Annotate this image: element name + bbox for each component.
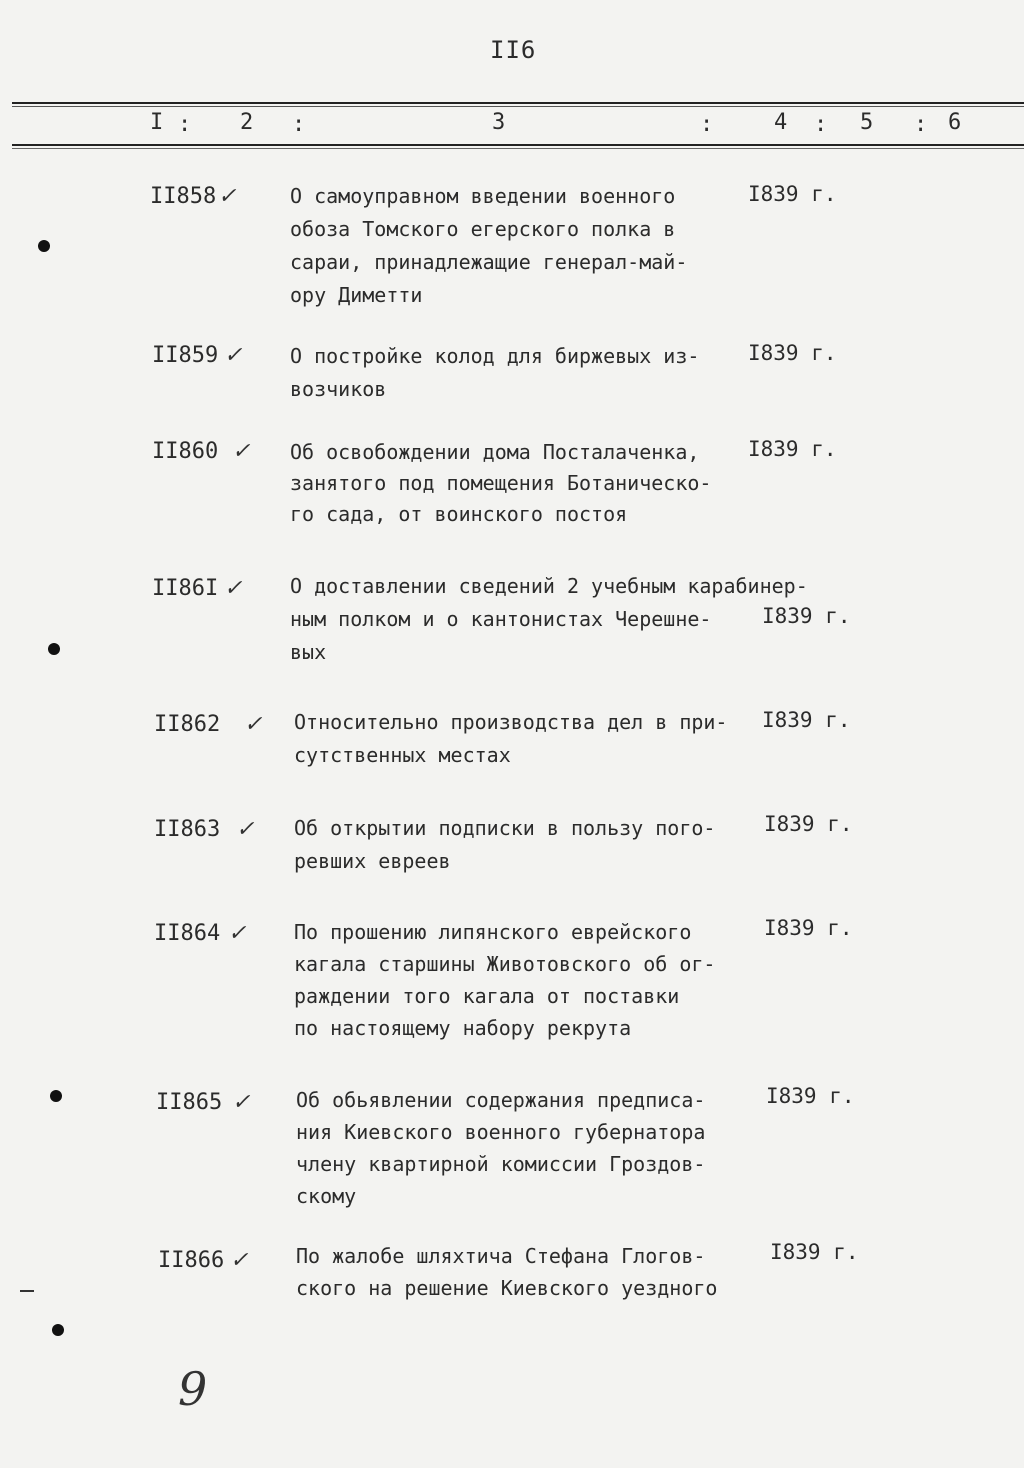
column-separator: :: [700, 112, 714, 137]
entry-number: II863: [154, 817, 221, 842]
column-header-6: 6: [948, 110, 962, 135]
entry-description-line: По прошению липянского еврейского: [294, 920, 692, 944]
handwritten-folio-number: 9: [178, 1362, 208, 1416]
entry-description-line: ревших евреев: [294, 849, 451, 873]
header-top-rule: [12, 102, 1024, 104]
entry-description-line: кагала старшины Животовского об ог-: [294, 952, 716, 976]
check-mark-icon: ✓: [224, 576, 243, 601]
header-bottom-rule-thin: [12, 148, 1024, 149]
entry-year: I839 г.: [748, 182, 837, 206]
column-header-3: 3: [492, 110, 506, 135]
entry-year: I839 г.: [762, 604, 851, 628]
entry-description-line: сутственных местах: [294, 743, 511, 767]
entry-description-line: вых: [290, 640, 327, 664]
entry-description-line: ния Киевского военного губернатора: [296, 1120, 706, 1144]
entry-year: I839 г.: [766, 1084, 855, 1108]
header-bottom-rule: [12, 144, 1024, 146]
entry-description-line: О постройке колод для биржевых из-: [290, 344, 700, 368]
column-separator: :: [814, 112, 828, 137]
margin-mark: [20, 1290, 34, 1292]
entry-number: II865: [156, 1090, 223, 1115]
check-mark-icon: ✓: [232, 1090, 251, 1115]
check-mark-icon: ✓: [228, 921, 247, 946]
entry-description-line: го сада, от воинского постоя: [290, 502, 628, 526]
punch-hole: [48, 643, 60, 655]
entry-description-line: занятого под помещения Ботаническо-: [290, 471, 712, 495]
punch-hole: [38, 240, 50, 252]
column-header-5: 5: [860, 110, 874, 135]
entry-description-line: Об освобождении дома Посталаченка,: [290, 440, 700, 464]
entry-description-line: сараи, принадлежащие генерал-май-: [290, 250, 688, 274]
entry-description-line: О доставлении сведений 2 учебным карабинер-: [290, 574, 808, 598]
entry-description-line: О самоуправном введении военного: [290, 184, 676, 208]
punch-hole: [50, 1090, 62, 1102]
check-mark-icon: ✓: [218, 184, 237, 209]
entry-number: II864: [154, 921, 221, 946]
check-mark-icon: ✓: [244, 712, 263, 737]
column-separator: :: [914, 112, 928, 137]
entry-number: II86I: [152, 576, 219, 601]
entry-year: I839 г.: [764, 916, 853, 940]
column-header-1: I: [150, 110, 164, 135]
entry-number: II858: [150, 184, 217, 209]
entry-description-line: ору Диметти: [290, 283, 423, 307]
column-header-4: 4: [774, 110, 788, 135]
entry-year: I839 г.: [748, 341, 837, 365]
entry-description-line: возчиков: [290, 377, 387, 401]
column-header-2: 2: [240, 110, 254, 135]
check-mark-icon: ✓: [230, 1248, 249, 1273]
entry-description-line: По жалобе шляхтича Стефана Глогов-: [296, 1244, 706, 1268]
entry-description-line: обоза Томского егерского полка в: [290, 217, 676, 241]
column-separator: :: [292, 112, 306, 137]
entry-description-line: ского на решение Киевского уездного: [296, 1276, 718, 1300]
check-mark-icon: ✓: [224, 343, 243, 368]
entry-description-line: Об открытии подписки в пользу пого-: [294, 816, 716, 840]
entry-year: I839 г.: [770, 1240, 859, 1264]
entry-description-line: члену квартирной комиссии Гроздов-: [296, 1152, 706, 1176]
entry-description-line: Об обьявлении содержания предписа-: [296, 1088, 706, 1112]
column-separator: :: [178, 112, 192, 137]
entry-number: II862: [154, 712, 221, 737]
entry-number: II860: [152, 439, 219, 464]
entry-description-line: по настоящему набору рекрута: [294, 1016, 632, 1040]
entry-description-line: скому: [296, 1184, 357, 1208]
entry-number: II866: [158, 1248, 225, 1273]
page-number: II6: [490, 36, 537, 64]
entry-number: II859: [152, 343, 219, 368]
entry-description-line: раждении того кагала от поставки: [294, 984, 680, 1008]
check-mark-icon: ✓: [232, 439, 251, 464]
entry-description-line: ным полком и о кантонистах Черешне-: [290, 607, 712, 631]
entry-year: I839 г.: [764, 812, 853, 836]
entry-description-line: Относительно производства дел в при-: [294, 710, 728, 734]
header-top-rule-thin: [12, 106, 1024, 107]
entry-year: I839 г.: [748, 437, 837, 461]
punch-hole: [52, 1324, 64, 1336]
check-mark-icon: ✓: [236, 817, 255, 842]
entry-year: I839 г.: [762, 708, 851, 732]
